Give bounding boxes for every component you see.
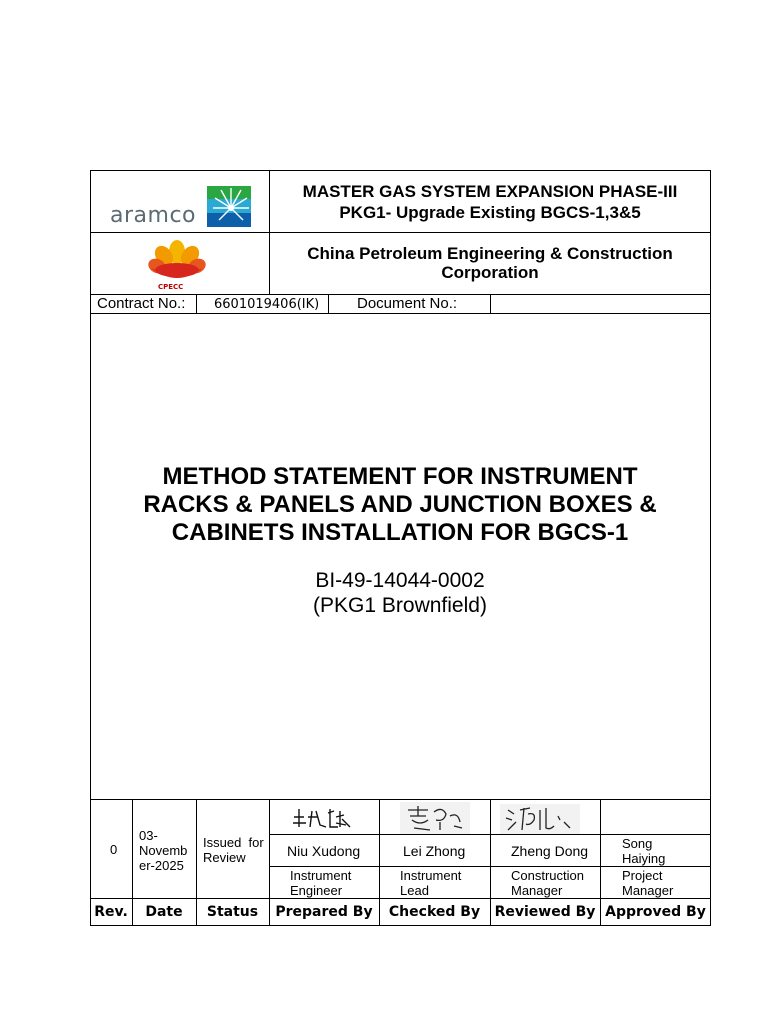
revision-status-line: Review <box>203 850 246 865</box>
revision-status-line: Issued for <box>203 835 264 850</box>
document-number <box>100 568 700 618</box>
role-line: Instrument <box>290 868 352 883</box>
role-line: Construction <box>511 868 584 883</box>
contractor-name-line: Corporation <box>441 263 539 282</box>
project-title-line: PKG1- Upgrade Existing BGCS-1,3&5 <box>339 203 641 222</box>
contractor-name <box>270 244 710 282</box>
prepared-by-name: Niu Xudong <box>287 843 361 859</box>
divider <box>90 313 711 314</box>
role-line: Lead <box>400 883 429 898</box>
cpecc-logo-text: CPECC <box>158 283 184 291</box>
role-line: Manager <box>511 883 563 898</box>
revision-number: 0 <box>110 842 118 857</box>
approved-by-name-line: Song <box>622 836 653 851</box>
divider <box>196 294 197 313</box>
footer-rev-label: Rev. <box>94 904 128 920</box>
prepared-by-role <box>290 868 351 898</box>
reviewed-by-role <box>511 868 584 898</box>
document-title-line: METHOD STATEMENT FOR INSTRUMENT <box>162 463 638 490</box>
role-line: Instrument <box>400 868 462 883</box>
revision-date-line: Novemb <box>139 843 188 858</box>
role-line: Project <box>622 868 663 883</box>
project-title-line: MASTER GAS SYSTEM EXPANSION PHASE-III <box>302 182 678 201</box>
divider <box>90 799 711 800</box>
footer-reviewed-label: Reviewed By <box>494 904 596 920</box>
checked-by-role <box>400 868 461 898</box>
contract-value: 6601019406(IK) <box>214 297 320 312</box>
revision-date <box>139 828 187 873</box>
footer-date-label: Date <box>145 904 183 920</box>
role-line: Engineer <box>290 883 343 898</box>
project-title <box>270 181 710 223</box>
document-title-line: CABINETS INSTALLATION FOR BGCS-1 <box>171 519 629 546</box>
checked-by-name: Lei Zhong <box>403 843 466 859</box>
footer-approved-label: Approved By <box>605 904 706 920</box>
document-title <box>100 463 700 547</box>
contractor-name-line: China Petroleum Engineering & Construction <box>307 244 673 263</box>
footer-checked-label: Checked By <box>388 904 481 920</box>
document-subtitle: (PKG1 Brownfield) <box>313 594 487 617</box>
document-title-line: RACKS & PANELS AND JUNCTION BOXES & <box>143 491 657 518</box>
aramco-logo-icon <box>207 186 251 227</box>
cpecc-logo-icon <box>147 236 207 284</box>
signature-prepared <box>290 805 356 831</box>
signature-reviewed <box>500 804 580 834</box>
signature-checked <box>400 802 470 834</box>
approved-by-name <box>622 836 665 866</box>
divider <box>328 294 329 313</box>
aramco-logo-text: aramco <box>110 203 196 228</box>
document-number-value: BI-49-14044-0002 <box>315 569 485 592</box>
footer-prepared-label: Prepared By <box>275 904 373 920</box>
document-label: Document No.: <box>357 295 458 312</box>
divider <box>490 294 491 313</box>
revision-status <box>203 835 264 865</box>
approved-by-role <box>622 868 673 898</box>
revision-date-line: er-2025 <box>139 858 184 873</box>
contract-label: Contract No.: <box>97 295 186 312</box>
footer-status-label: Status <box>206 904 259 920</box>
divider <box>90 232 711 233</box>
revision-date-line: 03- <box>139 828 158 843</box>
approved-by-name-line: Haiying <box>622 851 666 866</box>
reviewed-by-name: Zheng Dong <box>511 843 589 859</box>
role-line: Manager <box>622 883 674 898</box>
